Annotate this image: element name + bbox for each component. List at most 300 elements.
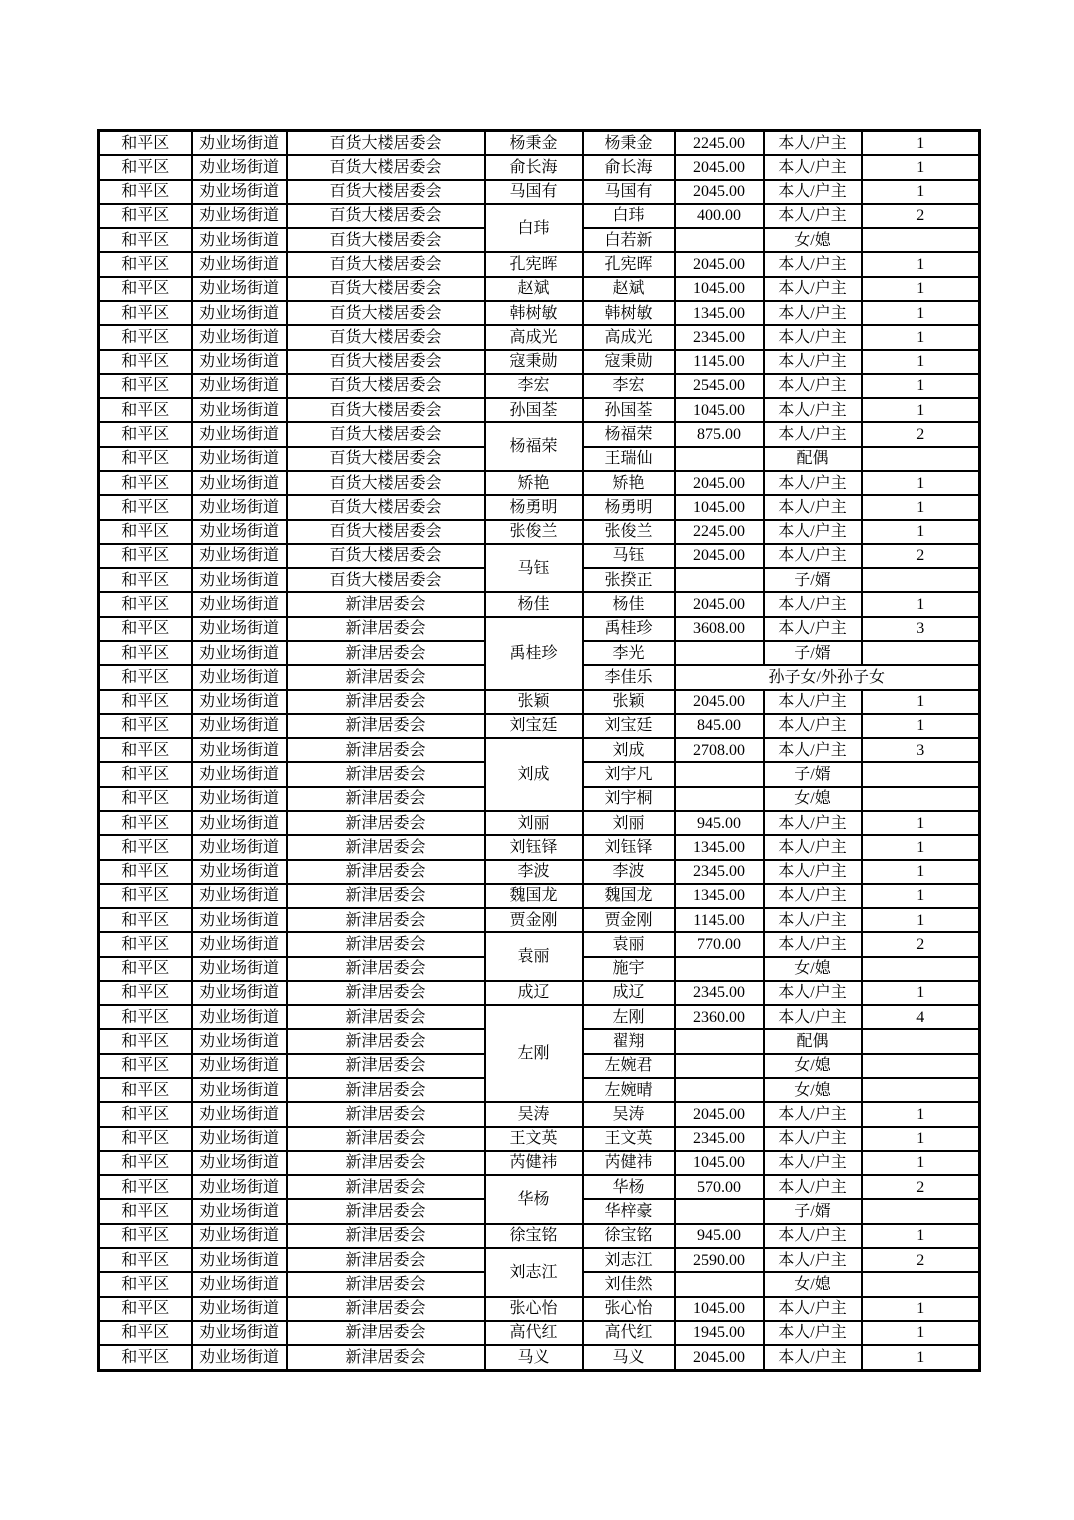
relation-cell: 本人/户主	[764, 981, 862, 1005]
committee-cell: 新津居委会	[287, 835, 485, 859]
count-cell: 2	[862, 204, 980, 228]
member-name-cell: 华梓豪	[583, 1199, 675, 1223]
district-cell: 和平区	[99, 447, 192, 471]
street-cell: 劝业场街道	[192, 180, 287, 204]
amount-cell: 2045.00	[675, 180, 764, 204]
count-cell	[862, 787, 980, 811]
district-cell: 和平区	[99, 180, 192, 204]
amount-cell: 1045.00	[675, 495, 764, 519]
household-head-cell: 白玮	[485, 204, 583, 253]
household-head-cell: 成辽	[485, 981, 583, 1005]
committee-cell: 百货大楼居委会	[287, 568, 485, 592]
household-head-cell: 李波	[485, 860, 583, 884]
district-cell: 和平区	[99, 398, 192, 422]
relation-cell: 本人/户主	[764, 422, 862, 446]
committee-cell: 新津居委会	[287, 1345, 485, 1370]
street-cell: 劝业场街道	[192, 1175, 287, 1199]
table-row	[99, 738, 980, 762]
table-row	[99, 1297, 980, 1321]
street-cell: 劝业场街道	[192, 471, 287, 495]
street-cell: 劝业场街道	[192, 447, 287, 471]
committee-cell: 新津居委会	[287, 617, 485, 641]
count-cell: 1	[862, 398, 980, 422]
district-cell: 和平区	[99, 981, 192, 1005]
amount-cell	[675, 228, 764, 252]
count-cell	[862, 1199, 980, 1223]
member-name-cell: 成辽	[583, 981, 675, 1005]
member-name-cell: 左婉君	[583, 1054, 675, 1078]
street-cell: 劝业场街道	[192, 1078, 287, 1102]
committee-cell: 百货大楼居委会	[287, 228, 485, 252]
relation-cell: 本人/户主	[764, 544, 862, 568]
count-cell: 1	[862, 1321, 980, 1345]
relation-cell: 子/婿	[764, 641, 862, 665]
amount-cell: 2045.00	[675, 471, 764, 495]
household-head-cell: 寇秉勋	[485, 350, 583, 374]
committee-cell: 新津居委会	[287, 714, 485, 738]
member-name-cell: 芮健祎	[583, 1151, 675, 1175]
table-row	[99, 908, 980, 932]
table-row	[99, 471, 980, 495]
amount-cell: 2245.00	[675, 520, 764, 544]
district-cell: 和平区	[99, 350, 192, 374]
count-cell	[862, 641, 980, 665]
committee-cell: 百货大楼居委会	[287, 180, 485, 204]
table-row	[99, 155, 980, 179]
relation-cell: 本人/户主	[764, 301, 862, 325]
committee-cell: 百货大楼居委会	[287, 325, 485, 349]
table-row	[99, 520, 980, 544]
street-cell: 劝业场街道	[192, 1005, 287, 1029]
table-row	[99, 932, 980, 956]
relation-cell: 本人/户主	[764, 1127, 862, 1151]
street-cell: 劝业场街道	[192, 325, 287, 349]
district-cell: 和平区	[99, 1175, 192, 1199]
household-head-cell: 杨福荣	[485, 422, 583, 471]
street-cell: 劝业场街道	[192, 908, 287, 932]
district-cell: 和平区	[99, 617, 192, 641]
committee-cell: 新津居委会	[287, 1102, 485, 1126]
amount-cell: 2345.00	[675, 981, 764, 1005]
household-head-cell: 矫艳	[485, 471, 583, 495]
street-cell: 劝业场街道	[192, 398, 287, 422]
member-name-cell: 赵斌	[583, 277, 675, 301]
street-cell: 劝业场街道	[192, 252, 287, 276]
committee-cell: 新津居委会	[287, 738, 485, 762]
count-cell: 1	[862, 471, 980, 495]
committee-cell: 新津居委会	[287, 665, 485, 689]
amount-cell: 875.00	[675, 422, 764, 446]
amount-cell: 3608.00	[675, 617, 764, 641]
relation-cell: 本人/户主	[764, 131, 862, 156]
household-head-cell: 马钰	[485, 544, 583, 593]
district-cell: 和平区	[99, 860, 192, 884]
amount-cell: 1945.00	[675, 1321, 764, 1345]
committee-cell: 百货大楼居委会	[287, 204, 485, 228]
member-name-cell: 贾金刚	[583, 908, 675, 932]
count-cell	[862, 568, 980, 592]
table-row	[99, 422, 980, 446]
district-cell: 和平区	[99, 714, 192, 738]
household-head-cell: 杨秉金	[485, 131, 583, 156]
street-cell: 劝业场街道	[192, 1321, 287, 1345]
table-row	[99, 1127, 980, 1151]
committee-cell: 百货大楼居委会	[287, 374, 485, 398]
committee-cell: 百货大楼居委会	[287, 495, 485, 519]
committee-cell: 新津居委会	[287, 1248, 485, 1272]
district-cell: 和平区	[99, 568, 192, 592]
relation-cell: 子/婿	[764, 568, 862, 592]
table-row	[99, 544, 980, 568]
household-head-cell: 刘成	[485, 738, 583, 811]
member-name-cell: 刘成	[583, 738, 675, 762]
relation-cell: 本人/户主	[764, 1321, 862, 1345]
street-cell: 劝业场街道	[192, 762, 287, 786]
street-cell: 劝业场街道	[192, 228, 287, 252]
member-name-cell: 刘钰铎	[583, 835, 675, 859]
member-name-cell: 左婉晴	[583, 1078, 675, 1102]
count-cell: 2	[862, 932, 980, 956]
relation-cell: 本人/户主	[764, 908, 862, 932]
amount-cell: 945.00	[675, 811, 764, 835]
count-cell: 1	[862, 350, 980, 374]
amount-cell: 2045.00	[675, 544, 764, 568]
street-cell: 劝业场街道	[192, 495, 287, 519]
relation-cell: 本人/户主	[764, 398, 862, 422]
relation-cell: 子/婿	[764, 1199, 862, 1223]
count-cell: 3	[862, 617, 980, 641]
street-cell: 劝业场街道	[192, 1248, 287, 1272]
amount-cell: 1045.00	[675, 398, 764, 422]
relation-cell: 女/媳	[764, 787, 862, 811]
amount-cell: 400.00	[675, 204, 764, 228]
count-cell	[862, 957, 980, 981]
member-name-cell: 刘宇桐	[583, 787, 675, 811]
district-cell: 和平区	[99, 471, 192, 495]
amount-cell: 2345.00	[675, 1127, 764, 1151]
member-name-cell: 张颖	[583, 690, 675, 714]
relation-cell: 本人/户主	[764, 932, 862, 956]
district-cell: 和平区	[99, 1127, 192, 1151]
count-cell: 2	[862, 1248, 980, 1272]
household-head-cell: 孔宪晖	[485, 252, 583, 276]
member-name-cell: 袁丽	[583, 932, 675, 956]
street-cell: 劝业场街道	[192, 544, 287, 568]
member-name-cell: 白玮	[583, 204, 675, 228]
resident-subsidy-table	[97, 129, 981, 1372]
committee-cell: 新津居委会	[287, 592, 485, 616]
relation-cell: 本人/户主	[764, 252, 862, 276]
amount-cell: 1045.00	[675, 1151, 764, 1175]
household-head-cell: 杨佳	[485, 592, 583, 616]
district-cell: 和平区	[99, 1199, 192, 1223]
amount-cell: 2545.00	[675, 374, 764, 398]
committee-cell: 新津居委会	[287, 908, 485, 932]
relation-cell: 本人/户主	[764, 1345, 862, 1370]
relation-cell: 本人/户主	[764, 204, 862, 228]
relation-cell: 本人/户主	[764, 738, 862, 762]
table-row	[99, 204, 980, 228]
member-name-cell: 翟翔	[583, 1029, 675, 1053]
member-name-cell: 王文英	[583, 1127, 675, 1151]
member-name-cell: 矫艳	[583, 471, 675, 495]
district-cell: 和平区	[99, 1005, 192, 1029]
amount-cell	[675, 1199, 764, 1223]
amount-cell	[675, 568, 764, 592]
household-head-cell: 俞长海	[485, 155, 583, 179]
member-name-cell: 李宏	[583, 374, 675, 398]
relation-merged-cell: 孙子女/外孙子女	[675, 665, 980, 689]
household-head-cell: 马义	[485, 1345, 583, 1370]
street-cell: 劝业场街道	[192, 1054, 287, 1078]
relation-cell: 本人/户主	[764, 690, 862, 714]
street-cell: 劝业场街道	[192, 1199, 287, 1223]
district-cell: 和平区	[99, 544, 192, 568]
district-cell: 和平区	[99, 301, 192, 325]
district-cell: 和平区	[99, 762, 192, 786]
count-cell: 1	[862, 1224, 980, 1248]
household-head-cell: 禹桂珍	[485, 617, 583, 690]
table-row	[99, 592, 980, 616]
street-cell: 劝业场街道	[192, 131, 287, 156]
member-name-cell: 高代红	[583, 1321, 675, 1345]
relation-cell: 配偶	[764, 447, 862, 471]
relation-cell: 子/婿	[764, 762, 862, 786]
committee-cell: 新津居委会	[287, 1151, 485, 1175]
district-cell: 和平区	[99, 641, 192, 665]
count-cell: 1	[862, 180, 980, 204]
relation-cell: 本人/户主	[764, 714, 862, 738]
district-cell: 和平区	[99, 1029, 192, 1053]
relation-cell: 女/媳	[764, 1054, 862, 1078]
member-name-cell: 孙国荃	[583, 398, 675, 422]
household-head-cell: 马国有	[485, 180, 583, 204]
amount-cell: 570.00	[675, 1175, 764, 1199]
amount-cell: 1045.00	[675, 1297, 764, 1321]
table-row	[99, 325, 980, 349]
street-cell: 劝业场街道	[192, 811, 287, 835]
committee-cell: 百货大楼居委会	[287, 277, 485, 301]
count-cell: 1	[862, 520, 980, 544]
count-cell: 1	[862, 884, 980, 908]
relation-cell: 本人/户主	[764, 495, 862, 519]
table-row	[99, 835, 980, 859]
relation-cell: 本人/户主	[764, 350, 862, 374]
table-row	[99, 1321, 980, 1345]
district-cell: 和平区	[99, 1224, 192, 1248]
amount-cell	[675, 1029, 764, 1053]
household-head-cell: 高成光	[485, 325, 583, 349]
committee-cell: 百货大楼居委会	[287, 544, 485, 568]
member-name-cell: 张心怡	[583, 1297, 675, 1321]
amount-cell	[675, 957, 764, 981]
committee-cell: 百货大楼居委会	[287, 447, 485, 471]
district-cell: 和平区	[99, 690, 192, 714]
district-cell: 和平区	[99, 957, 192, 981]
committee-cell: 新津居委会	[287, 690, 485, 714]
committee-cell: 新津居委会	[287, 932, 485, 956]
street-cell: 劝业场街道	[192, 155, 287, 179]
member-name-cell: 杨秉金	[583, 131, 675, 156]
district-cell: 和平区	[99, 131, 192, 156]
relation-cell: 本人/户主	[764, 1224, 862, 1248]
district-cell: 和平区	[99, 1054, 192, 1078]
member-name-cell: 马义	[583, 1345, 675, 1370]
committee-cell: 百货大楼居委会	[287, 155, 485, 179]
district-cell: 和平区	[99, 325, 192, 349]
household-head-cell: 王文英	[485, 1127, 583, 1151]
member-name-cell: 王瑞仙	[583, 447, 675, 471]
table-row	[99, 131, 980, 156]
district-cell: 和平区	[99, 1297, 192, 1321]
table-row	[99, 1175, 980, 1199]
household-head-cell: 李宏	[485, 374, 583, 398]
count-cell: 1	[862, 1151, 980, 1175]
amount-cell: 2590.00	[675, 1248, 764, 1272]
committee-cell: 百货大楼居委会	[287, 398, 485, 422]
member-name-cell: 张俊兰	[583, 520, 675, 544]
relation-cell: 配偶	[764, 1029, 862, 1053]
table-row	[99, 1345, 980, 1370]
member-name-cell: 刘佳然	[583, 1272, 675, 1296]
count-cell: 4	[862, 1005, 980, 1029]
street-cell: 劝业场街道	[192, 884, 287, 908]
table-row	[99, 1102, 980, 1126]
table-row	[99, 1005, 980, 1029]
household-head-cell: 高代红	[485, 1321, 583, 1345]
district-cell: 和平区	[99, 1151, 192, 1175]
amount-cell: 2708.00	[675, 738, 764, 762]
street-cell: 劝业场街道	[192, 981, 287, 1005]
committee-cell: 新津居委会	[287, 1272, 485, 1296]
amount-cell: 845.00	[675, 714, 764, 738]
street-cell: 劝业场街道	[192, 738, 287, 762]
committee-cell: 百货大楼居委会	[287, 422, 485, 446]
household-head-cell: 刘宝廷	[485, 714, 583, 738]
street-cell: 劝业场街道	[192, 277, 287, 301]
district-cell: 和平区	[99, 1345, 192, 1370]
table-row	[99, 252, 980, 276]
relation-cell: 本人/户主	[764, 155, 862, 179]
district-cell: 和平区	[99, 884, 192, 908]
member-name-cell: 李光	[583, 641, 675, 665]
member-name-cell: 杨佳	[583, 592, 675, 616]
committee-cell: 新津居委会	[287, 1297, 485, 1321]
amount-cell	[675, 447, 764, 471]
amount-cell: 2045.00	[675, 1345, 764, 1370]
street-cell: 劝业场街道	[192, 835, 287, 859]
table-row	[99, 690, 980, 714]
relation-cell: 本人/户主	[764, 374, 862, 398]
district-cell: 和平区	[99, 277, 192, 301]
table-row	[99, 860, 980, 884]
count-cell	[862, 1054, 980, 1078]
committee-cell: 新津居委会	[287, 1175, 485, 1199]
district-cell: 和平区	[99, 835, 192, 859]
table-row	[99, 981, 980, 1005]
district-cell: 和平区	[99, 592, 192, 616]
committee-cell: 新津居委会	[287, 787, 485, 811]
committee-cell: 新津居委会	[287, 1321, 485, 1345]
amount-cell: 2345.00	[675, 860, 764, 884]
committee-cell: 新津居委会	[287, 1127, 485, 1151]
relation-cell: 本人/户主	[764, 277, 862, 301]
district-cell: 和平区	[99, 374, 192, 398]
count-cell: 1	[862, 1297, 980, 1321]
amount-cell: 2360.00	[675, 1005, 764, 1029]
committee-cell: 新津居委会	[287, 860, 485, 884]
count-cell	[862, 1029, 980, 1053]
household-head-cell: 华杨	[485, 1175, 583, 1224]
count-cell: 1	[862, 1127, 980, 1151]
table-row	[99, 617, 980, 641]
committee-cell: 新津居委会	[287, 1078, 485, 1102]
member-name-cell: 左刚	[583, 1005, 675, 1029]
table-row	[99, 714, 980, 738]
relation-cell: 本人/户主	[764, 1005, 862, 1029]
count-cell: 1	[862, 374, 980, 398]
member-name-cell: 白若新	[583, 228, 675, 252]
relation-cell: 本人/户主	[764, 592, 862, 616]
count-cell	[862, 1272, 980, 1296]
amount-cell: 2045.00	[675, 690, 764, 714]
count-cell: 1	[862, 811, 980, 835]
committee-cell: 百货大楼居委会	[287, 301, 485, 325]
member-name-cell: 禹桂珍	[583, 617, 675, 641]
amount-cell: 1045.00	[675, 277, 764, 301]
member-name-cell: 李波	[583, 860, 675, 884]
count-cell	[862, 228, 980, 252]
member-name-cell: 刘志江	[583, 1248, 675, 1272]
table-row	[99, 1248, 980, 1272]
relation-cell: 女/媳	[764, 957, 862, 981]
amount-cell: 945.00	[675, 1224, 764, 1248]
household-head-cell: 张颖	[485, 690, 583, 714]
street-cell: 劝业场街道	[192, 1272, 287, 1296]
count-cell: 1	[862, 908, 980, 932]
relation-cell: 女/媳	[764, 228, 862, 252]
district-cell: 和平区	[99, 1248, 192, 1272]
count-cell: 1	[862, 1345, 980, 1370]
street-cell: 劝业场街道	[192, 592, 287, 616]
committee-cell: 新津居委会	[287, 762, 485, 786]
count-cell: 1	[862, 325, 980, 349]
amount-cell	[675, 1272, 764, 1296]
table-row	[99, 811, 980, 835]
relation-cell: 女/媳	[764, 1272, 862, 1296]
street-cell: 劝业场街道	[192, 641, 287, 665]
amount-cell: 1345.00	[675, 884, 764, 908]
member-name-cell: 杨福荣	[583, 422, 675, 446]
street-cell: 劝业场街道	[192, 957, 287, 981]
count-cell: 1	[862, 301, 980, 325]
member-name-cell: 李佳乐	[583, 665, 675, 689]
district-cell: 和平区	[99, 1078, 192, 1102]
member-name-cell: 刘丽	[583, 811, 675, 835]
district-cell: 和平区	[99, 811, 192, 835]
street-cell: 劝业场街道	[192, 932, 287, 956]
district-cell: 和平区	[99, 665, 192, 689]
count-cell: 1	[862, 131, 980, 156]
count-cell: 2	[862, 1175, 980, 1199]
count-cell: 3	[862, 738, 980, 762]
count-cell: 1	[862, 592, 980, 616]
household-head-cell: 魏国龙	[485, 884, 583, 908]
committee-cell: 新津居委会	[287, 1029, 485, 1053]
committee-cell: 新津居委会	[287, 1054, 485, 1078]
member-name-cell: 张揆正	[583, 568, 675, 592]
amount-cell: 2045.00	[675, 1102, 764, 1126]
